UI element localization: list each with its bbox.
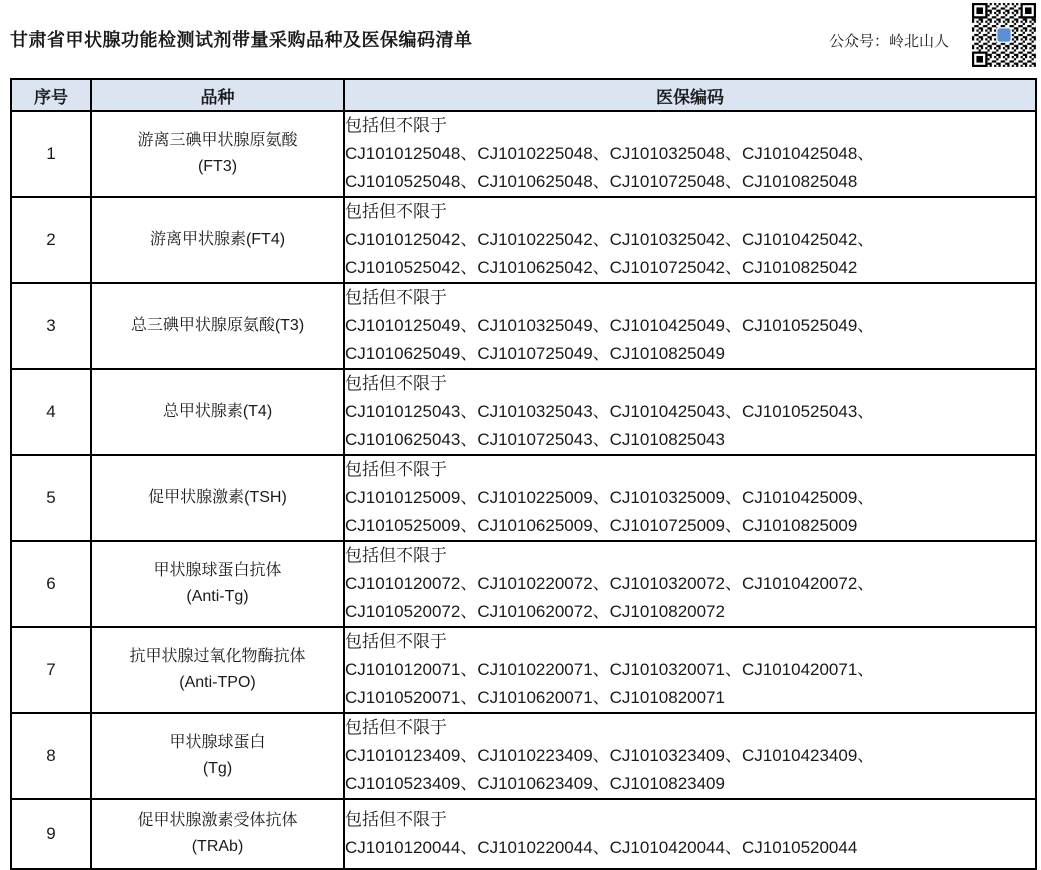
codes-line: CJ1010525042、CJ1010625042、CJ1010725042、CJ1010825042 xyxy=(345,258,858,277)
variety-line: (Tg) xyxy=(202,760,233,777)
codes-prefix: 包括但不限于 xyxy=(345,288,447,307)
table-row xyxy=(11,197,1036,283)
variety-line: (TRAb) xyxy=(191,838,244,855)
table-row xyxy=(11,455,1036,541)
table-row xyxy=(11,713,1036,799)
codes-line: CJ1010523409、CJ1010623409、CJ1010823409 xyxy=(345,774,725,793)
variety-line: (Anti-Tg) xyxy=(186,588,249,605)
codes-line: CJ1010120071、CJ1010220071、CJ1010320071、CJ1010420071、 xyxy=(345,660,875,679)
codes-line: CJ1010520071、CJ1010620071、CJ1010820071 xyxy=(345,688,725,707)
row-number: 4 xyxy=(11,369,91,455)
codes-cell xyxy=(344,799,1036,869)
row-number: 2 xyxy=(11,197,91,283)
codes-line: CJ1010525048、CJ1010625048、CJ1010725048、CJ1010825048 xyxy=(345,172,858,191)
codes-cell xyxy=(344,283,1036,369)
variety-cell xyxy=(91,713,344,799)
codes-cell xyxy=(344,541,1036,627)
variety-line: 总甲状腺素(T4) xyxy=(162,403,273,420)
variety-line: 总三碘甲状腺原氨酸(T3) xyxy=(130,317,305,334)
codes-cell xyxy=(344,197,1036,283)
variety-cell xyxy=(91,283,344,369)
codes-line: CJ1010123409、CJ1010223409、CJ1010323409、CJ1010423409、 xyxy=(345,746,875,765)
table-row xyxy=(11,627,1036,713)
codes-line: CJ1010520072、CJ1010620072、CJ1010820072 xyxy=(345,602,725,621)
codes-line: CJ1010625049、CJ1010725049、CJ1010825049 xyxy=(345,344,725,363)
table-row xyxy=(11,799,1036,869)
qr-finder-top-left xyxy=(972,3,987,18)
variety-cell xyxy=(91,541,344,627)
qr-finder-bottom-left xyxy=(972,52,987,67)
variety-cell xyxy=(91,627,344,713)
row-number: 9 xyxy=(11,799,91,869)
codes-line: CJ1010125048、CJ1010225048、CJ1010325048、CJ1010425048、 xyxy=(345,144,875,163)
qr-finder-top-right xyxy=(1021,3,1036,18)
codes-line: CJ1010120072、CJ1010220072、CJ1010320072、CJ1010420072、 xyxy=(345,574,875,593)
table-row xyxy=(11,541,1036,627)
table-header-row xyxy=(11,79,1036,111)
qr-code-icon xyxy=(972,3,1036,67)
row-number: 8 xyxy=(11,713,91,799)
variety-line: 游离三碘甲状腺原氨酸 xyxy=(137,132,298,149)
column-header-codes: 医保编码 xyxy=(344,79,1036,111)
variety-line: 抗甲状腺过氧化物酶抗体 xyxy=(129,648,306,665)
variety-cell xyxy=(91,799,344,869)
table-row xyxy=(11,283,1036,369)
codes-prefix: 包括但不限于 xyxy=(345,718,447,737)
variety-line: 游离甲状腺素(FT4) xyxy=(149,231,286,248)
variety-line: 甲状腺球蛋白 xyxy=(169,734,266,751)
variety-cell xyxy=(91,455,344,541)
row-number: 7 xyxy=(11,627,91,713)
column-header-number: 序号 xyxy=(11,79,91,111)
variety-cell xyxy=(91,369,344,455)
codes-line: CJ1010625043、CJ1010725043、CJ1010825043 xyxy=(345,430,725,449)
codes-cell xyxy=(344,627,1036,713)
table-row xyxy=(11,111,1036,197)
codes-line: CJ1010125043、CJ1010325043、CJ1010425043、CJ1010525043、 xyxy=(345,402,875,421)
variety-line: 促甲状腺激素(TSH) xyxy=(148,489,287,506)
codes-prefix: 包括但不限于 xyxy=(345,546,447,565)
topbar xyxy=(0,0,1041,78)
row-number: 1 xyxy=(11,111,91,197)
variety-line: (FT3) xyxy=(197,158,238,175)
table-row xyxy=(11,369,1036,455)
codes-prefix: 包括但不限于 xyxy=(345,374,447,393)
codes-prefix: 包括但不限于 xyxy=(345,632,447,651)
codes-line: CJ1010125049、CJ1010325049、CJ1010425049、CJ1010525049、 xyxy=(345,316,875,335)
codes-cell xyxy=(344,713,1036,799)
variety-cell xyxy=(91,111,344,197)
codes-line: CJ1010125042、CJ1010225042、CJ1010325042、CJ1010425042、 xyxy=(345,230,875,249)
codes-cell xyxy=(344,455,1036,541)
codes-line: CJ1010125009、CJ1010225009、CJ1010325009、CJ1010425009、 xyxy=(345,488,875,507)
page-title: 甘肃省甲状腺功能检测试剂带量采购品种及医保编码清单 xyxy=(10,30,473,50)
row-number: 3 xyxy=(11,283,91,369)
account-label: 公众号：岭北山人 xyxy=(828,33,949,50)
codes-line: CJ1010120044、CJ1010220044、CJ1010420044、CJ1010520044 xyxy=(345,838,858,857)
row-number: 5 xyxy=(11,455,91,541)
variety-line: 甲状腺球蛋白抗体 xyxy=(153,562,282,579)
codes-cell xyxy=(344,111,1036,197)
table-body xyxy=(11,111,1036,869)
codes-cell xyxy=(344,369,1036,455)
codes-line: CJ1010525009、CJ1010625009、CJ1010725009、CJ1010825009 xyxy=(345,516,858,535)
codes-prefix: 包括但不限于 xyxy=(345,810,447,829)
variety-line: (Anti-TPO) xyxy=(179,674,256,691)
procurement-table xyxy=(10,78,1037,870)
codes-prefix: 包括但不限于 xyxy=(345,202,447,221)
variety-cell xyxy=(91,197,344,283)
row-number: 6 xyxy=(11,541,91,627)
column-header-variety: 品种 xyxy=(91,79,344,111)
variety-line: 促甲状腺激素受体抗体 xyxy=(137,812,298,829)
codes-prefix: 包括但不限于 xyxy=(345,460,447,479)
codes-prefix: 包括但不限于 xyxy=(345,116,447,135)
